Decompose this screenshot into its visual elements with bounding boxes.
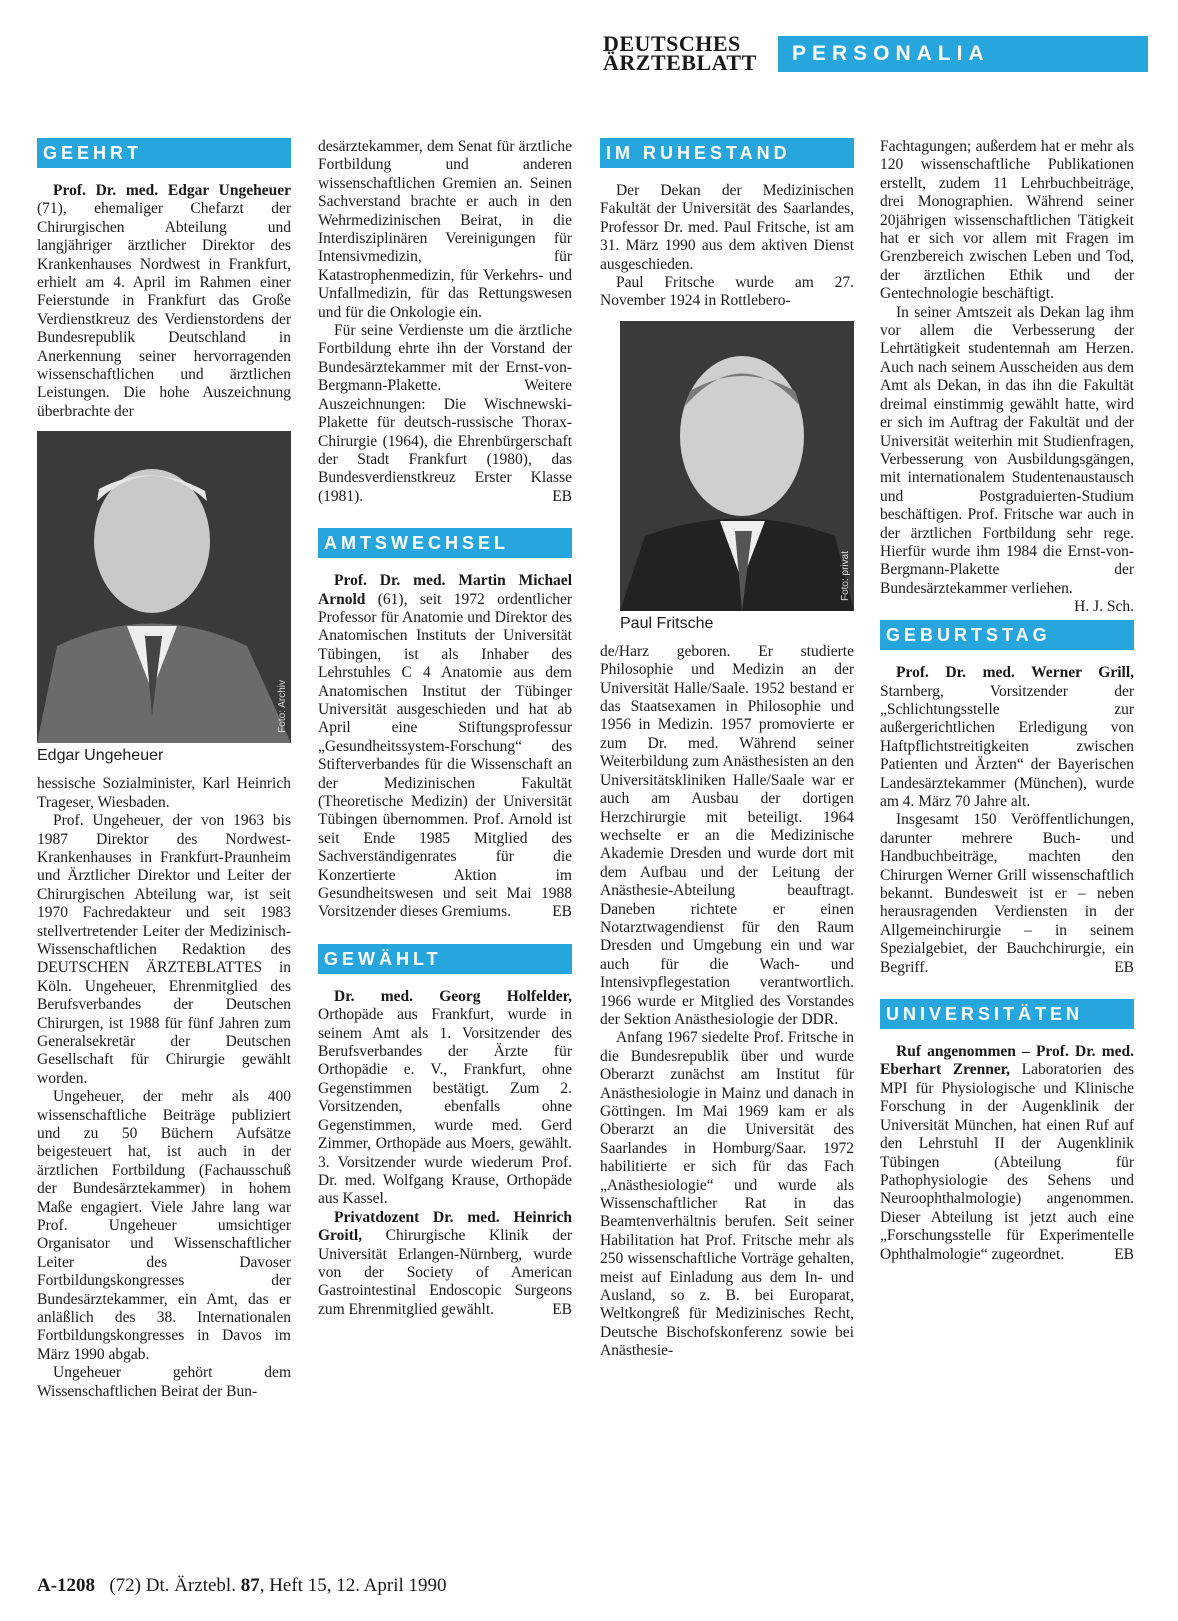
geehrt-paragraph-1 (37, 182, 291, 421)
heading-gewaehlt: GEWÄHLT (318, 944, 572, 974)
section-banner: PERSONALIA (778, 36, 1148, 72)
universitaeten-paragraph (880, 1043, 1134, 1264)
photo-fritsche (620, 321, 854, 611)
page-number: A-1208 (37, 1575, 96, 1596)
geburtstag-paragraph-1 (880, 664, 1134, 811)
amtswechsel-name: Prof. Dr. med. Martin Michael Arnold (318, 572, 572, 608)
universitaeten-text: Laboratorien des MPI für Physiologische und Klinische Forschung in der Augenklinik der Universität München, hat einen Ruf auf den Lehrstuhl II der Augenklinik Tübingen (Abteilung für Pathophysiologie des Sehens und Neuroophthalmologie) angenommen. Dieser Abteilung ist jetzt auch eine „Forschungsstelle für Experimentelle Ophthalmologie“ zugeordnet. (880, 1061, 1134, 1263)
geehrt-continued-2 (318, 322, 572, 506)
citation-volume: 87 (240, 1575, 260, 1596)
heading-ruhestand: IM RUHESTAND (600, 138, 854, 168)
geburtstag-signature: EB (1114, 958, 1134, 976)
heading-geehrt: GEEHRT (37, 138, 291, 168)
caption-fritsche: Paul Fritsche (620, 614, 714, 632)
ruhestand-continued-2-text: In seiner Amtszeit als Dekan lag ihm vor allem die Verbesserung der Lehrtätigkeit studentennah am Herzen. Auch nach seinem Ausscheiden aus dem Amt als Dekan, in das ihn die Fakultät dreimal einstimmig gewählt hatte, wird er sich im Auftrag der Fakultät und der Universität weiterhin mit Studienfragen, Verbesserung von Ausbildungsgängen, mit internationalem Studentenaustausch und Postgraduierten-Studium beschäftigen. Prof. Fritsche war auch in der ärztlichen Fortbildung sehr rege. Hierfür wurde ihm 1984 die Ernst-von-Bergmann-Plakette der Bundesärztekammer verliehen. (880, 303, 1134, 597)
ruhestand-paragraph-3: de/Harz geboren. Er studierte Philosophie und Medizin an der Universität Halle/Saale. 1952 bestand er das Staatsexamen in Philosophie und 1956 in Medizin. 1957 promovierte er zum Dr. med. Während seiner Weiterbildung zum Anästhesisten an den Universitätskliniken Halle/Saale war er auch am Ausbau der dortigen Herzchirurgie mit beteiligt. 1964 wechselte er an die Medizinische Akademie Dresden und wurde dort mit dem Aufbau und der Leitung der Anästhesie-Abteilung beauftragt. Daneben richtete er einen Notarztwagendienst für den Raum Dresden und Umgebung ein und war auch für die Wach- und Intensivpflegestation verantwortlich. 1966 wurde er Mitglied des Vorstandes der Sektion Anästhesiologie der DDR. (600, 642, 854, 1028)
portrait-ungeheuer-image (37, 431, 291, 743)
caption-ungeheuer: Edgar Ungeheuer (37, 747, 164, 765)
geehrt-text-1: (71), ehemaliger Chefarzt der Chirurgischen Abteilung und langjähriger ärztlicher Direktor des Krankenhauses Nordwest in Frankfurt, erhielt am 4. April im Rahmen einer Feierstunde in Frankfurt das Große Verdienstkreuz des Verdienstordens der Bundesrepublik Deutschland in Anerkennung seiner hervorragenden wissenschaftlichen und ärztlichen Leistungen. Die hohe Auszeichnung überbrachte der (37, 200, 291, 420)
gewaehlt-name-2: Privatdozent Dr. med. Heinrich Groitl, (318, 1208, 572, 1245)
geehrt-paragraph-5: Ungeheuer gehört dem Wissenschaftlichen Beirat der Bun- (37, 1364, 291, 1400)
heading-universitaeten: UNIVERSITÄTEN (880, 999, 1134, 1029)
page-footer (37, 1575, 447, 1597)
geehrt-signature: EB (552, 487, 572, 505)
geehrt-paragraph-4: Ungeheuer, der mehr als 400 wissenschaftliche Beiträge publiziert und zu 50 Büchern Aufsätze beigesteuert hat, ist auch in der ärztlichen Fortbildung (Fachausschuß der Bundesärztekammer) in hohem Maße engagiert. Viele Jahre lang war Prof. Ungeheuer umsichtiger Organisator und Wissenschaftlicher Leiter des Davoser Fortbildungskongresses der Bundesärztekammer, ein Amt, das er anläßlich des 38. Internationalen Fortbildungskongresses in Davos im März 1990 abgab. (37, 1088, 291, 1363)
heading-geburtstag: GEBURTSTAG (880, 620, 1134, 650)
ruhestand-continued-2 (880, 303, 1134, 616)
masthead-line-2: ÄRZTEBLATT (603, 50, 757, 75)
citation-pre: (72) Dt. Ärztebl. (109, 1575, 241, 1596)
masthead (603, 31, 757, 75)
ruhestand-paragraph-4: Anfang 1967 siedelte Prof. Fritsche in die Bundesrepublik über und wurde Oberarzt zunächst am Institut für Anästhesiologie in Mainz und danach in Göttingen. Im Mai 1969 kam er als Oberarzt an die Universität des Saarlandes in Homburg/Saar. 1972 habilitierte er sich für das Fach „Anästhesiologie“ und wurde als Wissenschaftlicher Rat in das Beamtenverhältnis berufen. Seit seiner Habilitation hat Prof. Fritsche mehr als 250 wissenschaftliche Vorträge gehalten, meist auf Einladung aus dem In- und Ausland, so z. B. bei Europarat, Weltkongreß für Medizinisches Recht, Deutsche Bischofskonferenz sowie bei Anästhesie- (600, 1029, 854, 1360)
amtswechsel-signature: EB (552, 903, 572, 921)
amtswechsel-paragraph (318, 572, 572, 922)
column-4 (880, 138, 1134, 1264)
universitaeten-name: Ruf angenommen – Prof. Dr. med. Eberhart Zrenner, (880, 1043, 1134, 1079)
universitaeten-signature: EB (1114, 1245, 1134, 1263)
ruhestand-continued-1: Fachtagungen; außerdem hat er mehr als 120 wissenschaftliche Publikationen erstellt, zudem 11 Lehrbuchbeiträge, drei Monographien. Während seiner 20jährigen wissenschaftlichen Tätigkeit hat er sich vor allem mit Fragen im Grenzbereich zwischen Leben und Tod, der ärztlichen Ethik und der Gentechnologie beschäftigt. (880, 138, 1134, 303)
heading-amtswechsel: AMTSWECHSEL (318, 528, 572, 558)
gewaehlt-paragraph-2 (318, 1209, 572, 1319)
column-1 (37, 138, 291, 1401)
geehrt-continued-2-text: Für seine Verdienste um die ärztliche Fortbildung ehrte ihn der Vorstand der Bundesärztekammer mit der Ernst-von-Bergmann-Plakette. Weitere Auszeichnungen: Die Wischnewski-Plakette für deutsch-russische Thorax-Chirurgie (1964), die Ehrenbürgerschaft der Stadt Frankfurt (1980), das Bundesverdienstkreuz Erster Klasse (1981). (318, 322, 572, 505)
geburtstag-name: Prof. Dr. med. Werner Grill, (896, 664, 1134, 682)
geehrt-name: Prof. Dr. med. Edgar Ungeheuer (53, 182, 291, 199)
ruhestand-signature: H. J. Sch. (1074, 598, 1134, 616)
gewaehlt-paragraph-1 (318, 988, 572, 1209)
gewaehlt-text-1: Orthopäde aus Frankfurt, wurde in seinem Amt als 1. Vorsitzender des Berufsverbandes der Ärzte für Orthopädie e. V., Frankfurt, ohne Gegenstimmen bestätigt. Zum 2. Vorsitzenden, ebenfalls ohne Gegenstimmen, wurde med. Gerd Zimmer, Orthopäde aus Moers, gewählt. 3. Vorsitzender wurde wiederum Prof. Dr. med. Wolfgang Krause, Orthopäde aus Kassel. (318, 1006, 572, 1208)
geburtstag-text: Starnberg, Vorsitzender der „Schlichtungsstelle zur außergerichtlichen Erledigung von Haftpflichtstreitigkeiten zwischen Patienten und Ärzten“ der Bayerischen Landesärztekammer (München), wurde am 4. März 70 Jahre alt. (880, 682, 1134, 810)
geehrt-paragraph-2: hessische Sozialminister, Karl Heinrich Trageser, Wiesbaden. (37, 775, 291, 811)
photo-ungeheuer (37, 431, 291, 743)
ruhestand-paragraph-1: Der Dekan der Medizinischen Fakultät der Universität des Saarlandes, Professor Dr. med. Paul Fritsche, ist am 31. März 1990 aus dem aktiven Dienst ausgeschieden. (600, 182, 854, 273)
amtswechsel-text: (61), seit 1972 ordentlicher Professor für Anatomie und Direktor des Anatomischen Instituts der Universität Tübingen, ist als Inhaber des Lehrstuhles C 4 Anatomie aus dem Anatomischen Institut der Tübinger Universität ausgeschieden und hat ab April eine Stiftungsprofessur „Gesundheitssystem-Forschung“ des Stifterverbandes für die Wissenschaft an der Medizinischen Fakultät (Theoretische Medizin) der Universität Tübingen übernommen. Prof. Arnold ist seit Ende 1985 Mitglied des Sachverständigenrates für die Konzertierte Aktion im Gesundheitswesen und seit Mai 1988 Vorsitzender dieses Gremiums. (318, 590, 572, 921)
column-2 (318, 138, 572, 1319)
gewaehlt-signature: EB (552, 1300, 572, 1318)
geburtstag-text-2: Insgesamt 150 Veröffentlichungen, darunter mehrere Buch- und Handbuchbeiträge, machten den Chirurgen Werner Grill wissenschaftlich bekannt. Bundesweit ist er – neben herausragenden Verdiensten in der Allgemeinchirurgie – in seinem Spezialgebiet, der Bauchchirurgie, ein Begriff. (880, 811, 1134, 976)
photo-credit-archiv: Foto: Archiv (277, 680, 288, 734)
column-3 (600, 138, 854, 1361)
geehrt-paragraph-3: Prof. Ungeheuer, der von 1963 bis 1987 Direktor des Nordwest-Krankenhauses in Frankfurt-Praunheim und Ärztlicher Direktor und Leiter der Chirurgischen Abteilung war, ist seit 1970 Fachredakteur und seit 1983 stellvertretender Leiter der Medizinisch-Wissenschaftlichen Redaktion des DEUTSCHEN ÄRZTEBLATTES in Köln. Ungeheuer, Ehrenmitglied des Berufsverbandes der Deutschen Chirurgen, ist 1988 für fünf Jahren zum Generalsekretär der Deutschen Gesellschaft für Chirurgie gewählt worden. (37, 812, 291, 1087)
gewaehlt-text-2: Chirurgische Klinik der Universität Erlangen-Nürnberg, wurde von der Society of American Gastrointestinal Endoscopic Surgeons zum Ehrenmitglied gewählt. (318, 1227, 572, 1318)
portrait-fritsche-image (620, 321, 854, 611)
geehrt-continued-1: desärztekammer, dem Senat für ärztliche Fortbildung und anderen wissenschaftlichen Gremien an. Seinen Sachverstand brachte er auch in den Wehrmedizinischen Beirat, in die Interdisziplinären Vereinigungen für Intensivmedizin, für Katastrophenmedizin, für Verkehrs- und Unfallmedizin, für das Rettungswesen und für die Onkologie ein. (318, 138, 572, 321)
gewaehlt-name-1: Dr. med. Georg Holfelder, (334, 987, 572, 1005)
geburtstag-paragraph-2 (880, 811, 1134, 977)
ruhestand-paragraph-2: Paul Fritsche wurde am 27. November 1924 in Rottlebero- (600, 274, 854, 310)
citation-post: , Heft 15, 12. April 1990 (259, 1575, 447, 1596)
photo-credit-privat: Foto: privat (840, 550, 851, 601)
masthead-line-1: DEUTSCHES (603, 31, 741, 56)
